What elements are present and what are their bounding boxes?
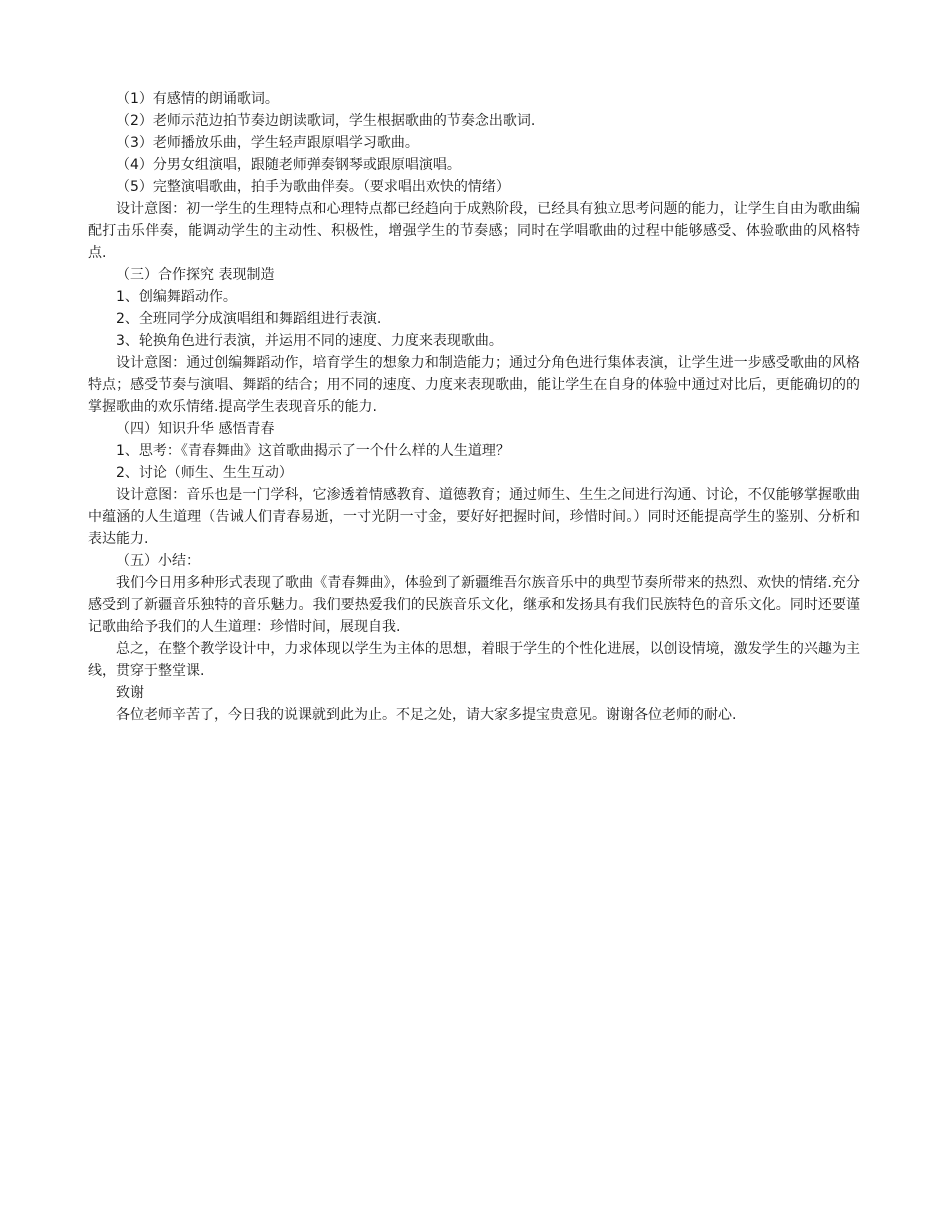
document-page xyxy=(88,88,860,726)
design-intent-paragraph-3: 设计意图：音乐也是一门学科，它渗透着情感教育、道德教育；通过师生、生生之间进行沟通、讨论，不仅能够掌握歌曲中蕴涵的人生道理（告诫人们青春易逝，一寸光阴一寸金，要好好把握时间，珍惜时间。）同时还能提高学生的鉴别、分析和表达能力. xyxy=(88,487,860,547)
list-item-3-1: 1、创编舞蹈动作。 xyxy=(116,289,237,305)
list-item-2: （2）老师示范边拍节奏边朗读歌词，学生根据歌曲的节奏念出歌词. xyxy=(116,113,536,129)
summary-paragraph-2: 总之，在整个教学设计中，力求体现以学生为主体的思想，着眼于学生的个性化进展，以创设情境，激发学生的兴趣为主线，贯穿于整堂课. xyxy=(88,641,860,679)
list-item-3: （3）老师播放乐曲，学生轻声跟原唱学习歌曲。 xyxy=(116,135,419,151)
acknowledgement-paragraph: 各位老师辛苦了，今日我的说课就到此为止。不足之处，请大家多提宝贵意见。谢谢各位老师的耐心. xyxy=(116,707,737,723)
design-intent-paragraph-2: 设计意图：通过创编舞蹈动作，培育学生的想象力和制造能力；通过分角色进行集体表演，让学生进一步感受歌曲的风格特点；感受节奏与演唱、舞蹈的结合；用不同的速度、力度来表现歌曲，能让学生在自身的体验中通过对比后，更能确切的的掌握歌曲的欢乐情绪.提高学生表现音乐的能力. xyxy=(88,355,860,415)
design-intent-paragraph-1: 设计意图：初一学生的生理特点和心理特点都已经趋向于成熟阶段，已经具有独立思考问题的能力，让学生自由为歌曲编配打击乐伴奏，能调动学生的主动性、积极性，增强学生的节奏感；同时在学唱歌曲的过程中能够感受、体验歌曲的风格特点. xyxy=(88,201,860,261)
acknowledgement-heading: 致谢 xyxy=(116,685,144,701)
list-item-4-1: 1、思考：《青春舞曲》这首歌曲揭示了一个什么样的人生道理？ xyxy=(116,443,510,459)
summary-paragraph-1: 我们今日用多种形式表现了歌曲《青春舞曲》，体验到了新疆维吾尔族音乐中的典型节奏所带来的热烈、欢快的情绪.充分感受到了新疆音乐独特的音乐魅力。我们要热爱我们的民族音乐文化，继承和发扬具有我们民族特色的音乐文化。同时还要谨记歌曲给予我们的人生道理：珍惜时间，展现自我. xyxy=(88,575,860,635)
list-item-4-2: 2、讨论（师生、生生互动） xyxy=(116,465,293,481)
list-item-3-3: 3、轮换角色进行表演，并运用不同的速度、力度来表现歌曲。 xyxy=(116,333,503,349)
section-heading-5: （五）小结： xyxy=(116,553,200,569)
list-item-1: （1）有感情的朗诵歌词。 xyxy=(116,91,279,107)
section-heading-3: （三）合作探究 表现制造 xyxy=(116,267,275,283)
list-item-4: （4）分男女组演唱，跟随老师弹奏钢琴或跟原唱演唱。 xyxy=(116,157,461,173)
list-item-3-2: 2、全班同学分成演唱组和舞蹈组进行表演. xyxy=(116,311,382,327)
section-heading-4: （四）知识升华 感悟青春 xyxy=(116,421,275,437)
list-item-5: （5）完整演唱歌曲，拍手为歌曲伴奏。（要求唱出欢快的情绪） xyxy=(116,179,510,195)
